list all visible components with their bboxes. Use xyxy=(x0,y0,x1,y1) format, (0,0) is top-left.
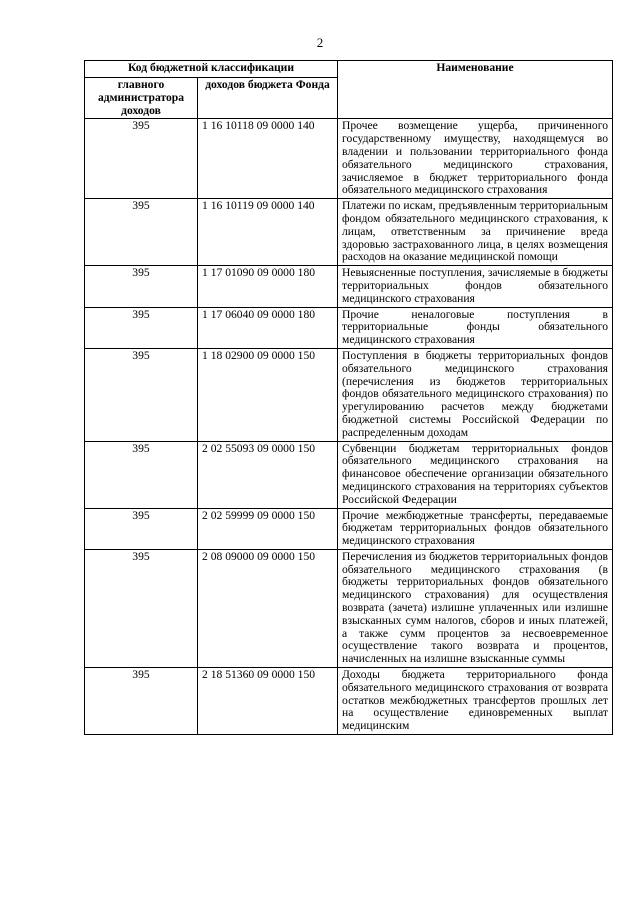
name-cell: Доходы бюджета территориального фонда обязательного медицинского страхования от возврата остатков межбюджетных трансфертов прошлых лет на осуществление единовременных выплат медицинским xyxy=(338,668,613,735)
table-row xyxy=(85,266,613,307)
table-row xyxy=(85,441,613,508)
table-row xyxy=(85,668,613,735)
admin-code-cell: 395 xyxy=(85,119,198,199)
income-code-cell: 2 02 55093 09 0000 150 xyxy=(198,441,338,508)
table-row xyxy=(85,348,613,441)
table-row xyxy=(85,508,613,549)
admin-code-cell: 395 xyxy=(85,307,198,348)
income-code-cell: 1 17 06040 09 0000 180 xyxy=(198,307,338,348)
table-body xyxy=(85,119,613,735)
admin-code-cell: 395 xyxy=(85,508,198,549)
classification-code-header: Код бюджетной классификации xyxy=(85,61,338,78)
admin-code-cell: 395 xyxy=(85,199,198,266)
income-code-cell: 2 18 51360 09 0000 150 xyxy=(198,668,338,735)
table-row xyxy=(85,307,613,348)
income-code-cell: 2 08 09000 09 0000 150 xyxy=(198,549,338,667)
budget-classification-table xyxy=(84,60,613,735)
name-cell: Поступления в бюджеты территориальных фондов обязательного медицинского страхования (перечисления из бюджетов территориальных фондов обязательного медицинского страхования) по урегулированию расчетов между бюджетами бюджетной системы Российской Федерации по распределенным доходам xyxy=(338,348,613,441)
name-cell: Субвенции бюджетам территориальных фондов обязательного медицинского страхования на финансовое обеспечение организации обязательного медицинского страхования на территориях субъектов Российской Федерации xyxy=(338,441,613,508)
name-column-header: Наименование xyxy=(338,61,613,119)
admin-code-cell: 395 xyxy=(85,549,198,667)
name-cell: Прочие неналоговые поступления в территориальные фонды обязательного медицинского страхования xyxy=(338,307,613,348)
admin-code-cell: 395 xyxy=(85,441,198,508)
income-column-header: доходов бюджета Фонда xyxy=(198,78,338,119)
page-bottom-margin xyxy=(0,877,640,905)
admin-code-cell: 395 xyxy=(85,668,198,735)
income-code-cell: 1 16 10118 09 0000 140 xyxy=(198,119,338,199)
admin-code-cell: 395 xyxy=(85,266,198,307)
income-code-cell: 1 17 01090 09 0000 180 xyxy=(198,266,338,307)
income-code-cell: 1 16 10119 09 0000 140 xyxy=(198,199,338,266)
name-cell: Прочие межбюджетные трансферты, передаваемые бюджетам территориальных фондов обязательного медицинского страхования xyxy=(338,508,613,549)
admin-column-header: главного администратора доходов xyxy=(85,78,198,119)
name-cell: Прочее возмещение ущерба, причиненного государственному имуществу, находящемуся во владении и пользовании территориального фонда обязательного медицинского страхования, зачисляемое в бюджет территориального фонда обязательного медицинского страхования xyxy=(338,119,613,199)
table-row xyxy=(85,549,613,667)
table-row xyxy=(85,199,613,266)
admin-code-cell: 395 xyxy=(85,348,198,441)
name-cell: Невыясненные поступления, зачисляемые в бюджеты территориальных фондов обязательного медицинского страхования xyxy=(338,266,613,307)
name-cell: Платежи по искам, предъявленным территориальным фондом обязательного медицинского страхования, к лицам, ответственным за причинение вреда здоровью застрахованного лица, в целях возмещения расходов на оказание медицинской помощи xyxy=(338,199,613,266)
income-code-cell: 2 02 59999 09 0000 150 xyxy=(198,508,338,549)
name-cell: Перечисления из бюджетов территориальных фондов обязательного медицинского страхования (в бюджеты территориальных фондов обязательного медицинского страхования) для осуществления возврата (зачета) излишне уплаченных или излишне взысканных сумм налогов, сборов и иных платежей, а также сумм процентов за несвоевременное осуществление такого возврата и процентов, начисленных на излишне взысканные суммы xyxy=(338,549,613,667)
table-row xyxy=(85,119,613,199)
income-code-cell: 1 18 02900 09 0000 150 xyxy=(198,348,338,441)
page-number: 2 xyxy=(316,35,324,50)
